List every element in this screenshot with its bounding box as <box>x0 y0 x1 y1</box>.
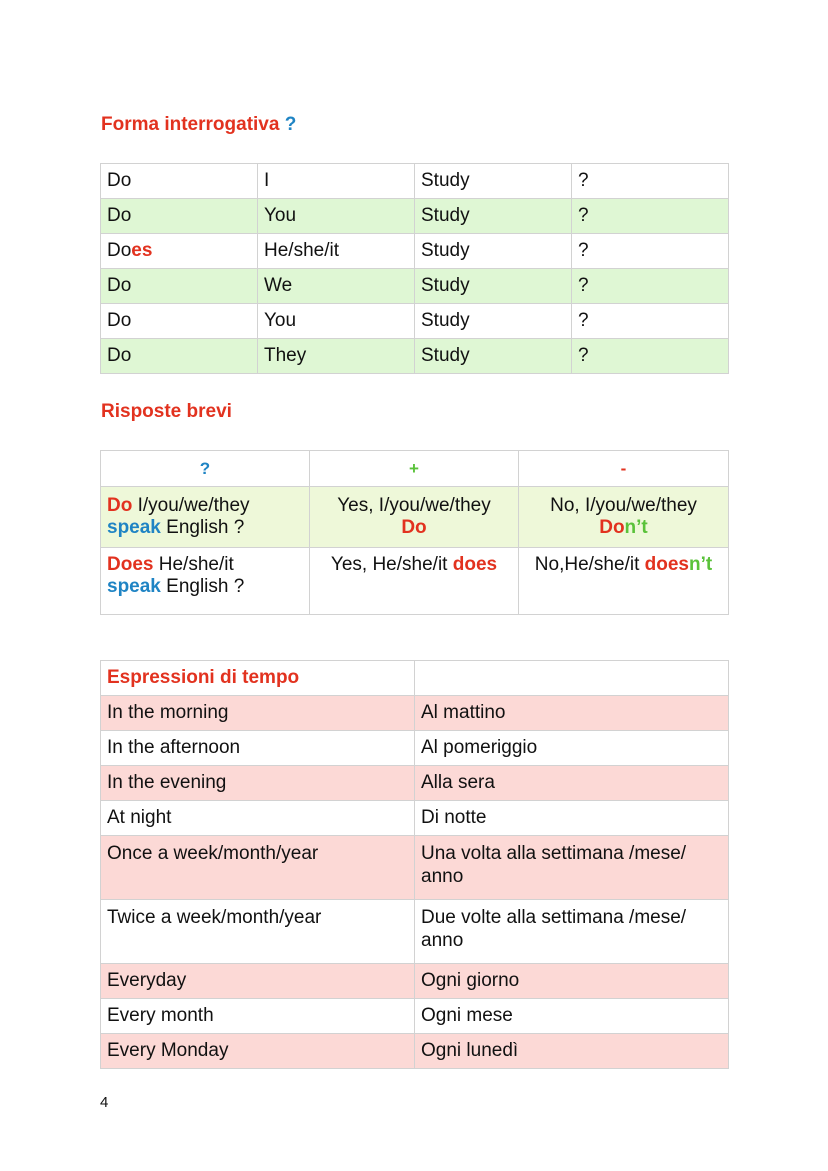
aux-cell: Do <box>101 199 258 234</box>
italian-cell: Alla sera <box>415 766 729 801</box>
mark-cell: ? <box>572 234 729 269</box>
mark-cell: ? <box>572 199 729 234</box>
verb-cell: Study <box>415 164 572 199</box>
subject-cell: You <box>258 199 415 234</box>
verb-cell: Study <box>415 234 572 269</box>
question-cell: Do I/you/we/they speak English ? <box>101 487 310 548</box>
mark-cell: ? <box>572 304 729 339</box>
english-cell: In the evening <box>101 766 415 801</box>
italian-cell: Una volta alla settimana /mese/ anno <box>415 836 729 900</box>
table-row <box>101 548 729 615</box>
subject-cell: He/she/it <box>258 234 415 269</box>
positive-cell: Yes, I/you/we/they Do <box>310 487 519 548</box>
time-expressions-table <box>100 660 729 1069</box>
title-question-mark: ? <box>284 114 297 135</box>
english-cell: Once a week/month/year <box>101 836 415 900</box>
italian-cell: Al mattino <box>415 696 729 731</box>
verb-cell: Study <box>415 199 572 234</box>
verb-cell: Study <box>415 339 572 374</box>
table-row <box>101 964 729 999</box>
header-time-expressions: Espressioni di tempo <box>101 661 415 696</box>
section-title-interrogative <box>101 114 296 136</box>
table-row <box>101 487 729 548</box>
table-row <box>101 304 729 339</box>
section-title-short-answers: Risposte brevi <box>101 401 232 422</box>
table-row <box>101 900 729 964</box>
aux-cell: Do <box>101 269 258 304</box>
table-row <box>101 1034 729 1069</box>
table-header-row <box>101 661 729 696</box>
positive-cell: Yes, He/she/it does <box>310 548 519 615</box>
table-row <box>101 801 729 836</box>
table-row <box>101 164 729 199</box>
header-negative: - <box>519 451 729 487</box>
english-cell: Everyday <box>101 964 415 999</box>
italian-cell: Di notte <box>415 801 729 836</box>
table-row <box>101 766 729 801</box>
negative-cell: No, I/you/we/they Don’t <box>519 487 729 548</box>
mark-cell: ? <box>572 164 729 199</box>
table-row <box>101 199 729 234</box>
italian-cell: Ogni giorno <box>415 964 729 999</box>
table-row <box>101 836 729 900</box>
aux-cell: Does <box>101 234 258 269</box>
subject-cell: They <box>258 339 415 374</box>
mark-cell: ? <box>572 339 729 374</box>
title-text: Forma interrogativa <box>101 114 280 135</box>
verb-cell: Study <box>415 269 572 304</box>
italian-cell: Ogni mese <box>415 999 729 1034</box>
question-cell: Does He/she/it speak English ? <box>101 548 310 615</box>
table-row <box>101 999 729 1034</box>
english-cell: Every Monday <box>101 1034 415 1069</box>
english-cell: Every month <box>101 999 415 1034</box>
table-row <box>101 731 729 766</box>
header-positive: + <box>310 451 519 487</box>
table-header-row <box>101 451 729 487</box>
table-row <box>101 269 729 304</box>
mark-cell: ? <box>572 269 729 304</box>
table-row <box>101 234 729 269</box>
subject-cell: We <box>258 269 415 304</box>
verb-cell: Study <box>415 304 572 339</box>
italian-cell: Ogni lunedì <box>415 1034 729 1069</box>
header-empty <box>415 661 729 696</box>
subject-cell: You <box>258 304 415 339</box>
table-row <box>101 339 729 374</box>
english-cell: Twice a week/month/year <box>101 900 415 964</box>
aux-cell: Do <box>101 304 258 339</box>
interrogative-table <box>100 163 729 374</box>
short-answers-table <box>100 450 729 615</box>
english-cell: At night <box>101 801 415 836</box>
english-cell: In the afternoon <box>101 731 415 766</box>
english-cell: In the morning <box>101 696 415 731</box>
header-question: ? <box>101 451 310 487</box>
subject-cell: I <box>258 164 415 199</box>
table-row <box>101 696 729 731</box>
italian-cell: Al pomeriggio <box>415 731 729 766</box>
negative-cell: No,He/she/it doesn’t <box>519 548 729 615</box>
aux-cell: Do <box>101 339 258 374</box>
aux-cell: Do <box>101 164 258 199</box>
page-number: 4 <box>100 1094 109 1111</box>
italian-cell: Due volte alla settimana /mese/ anno <box>415 900 729 964</box>
